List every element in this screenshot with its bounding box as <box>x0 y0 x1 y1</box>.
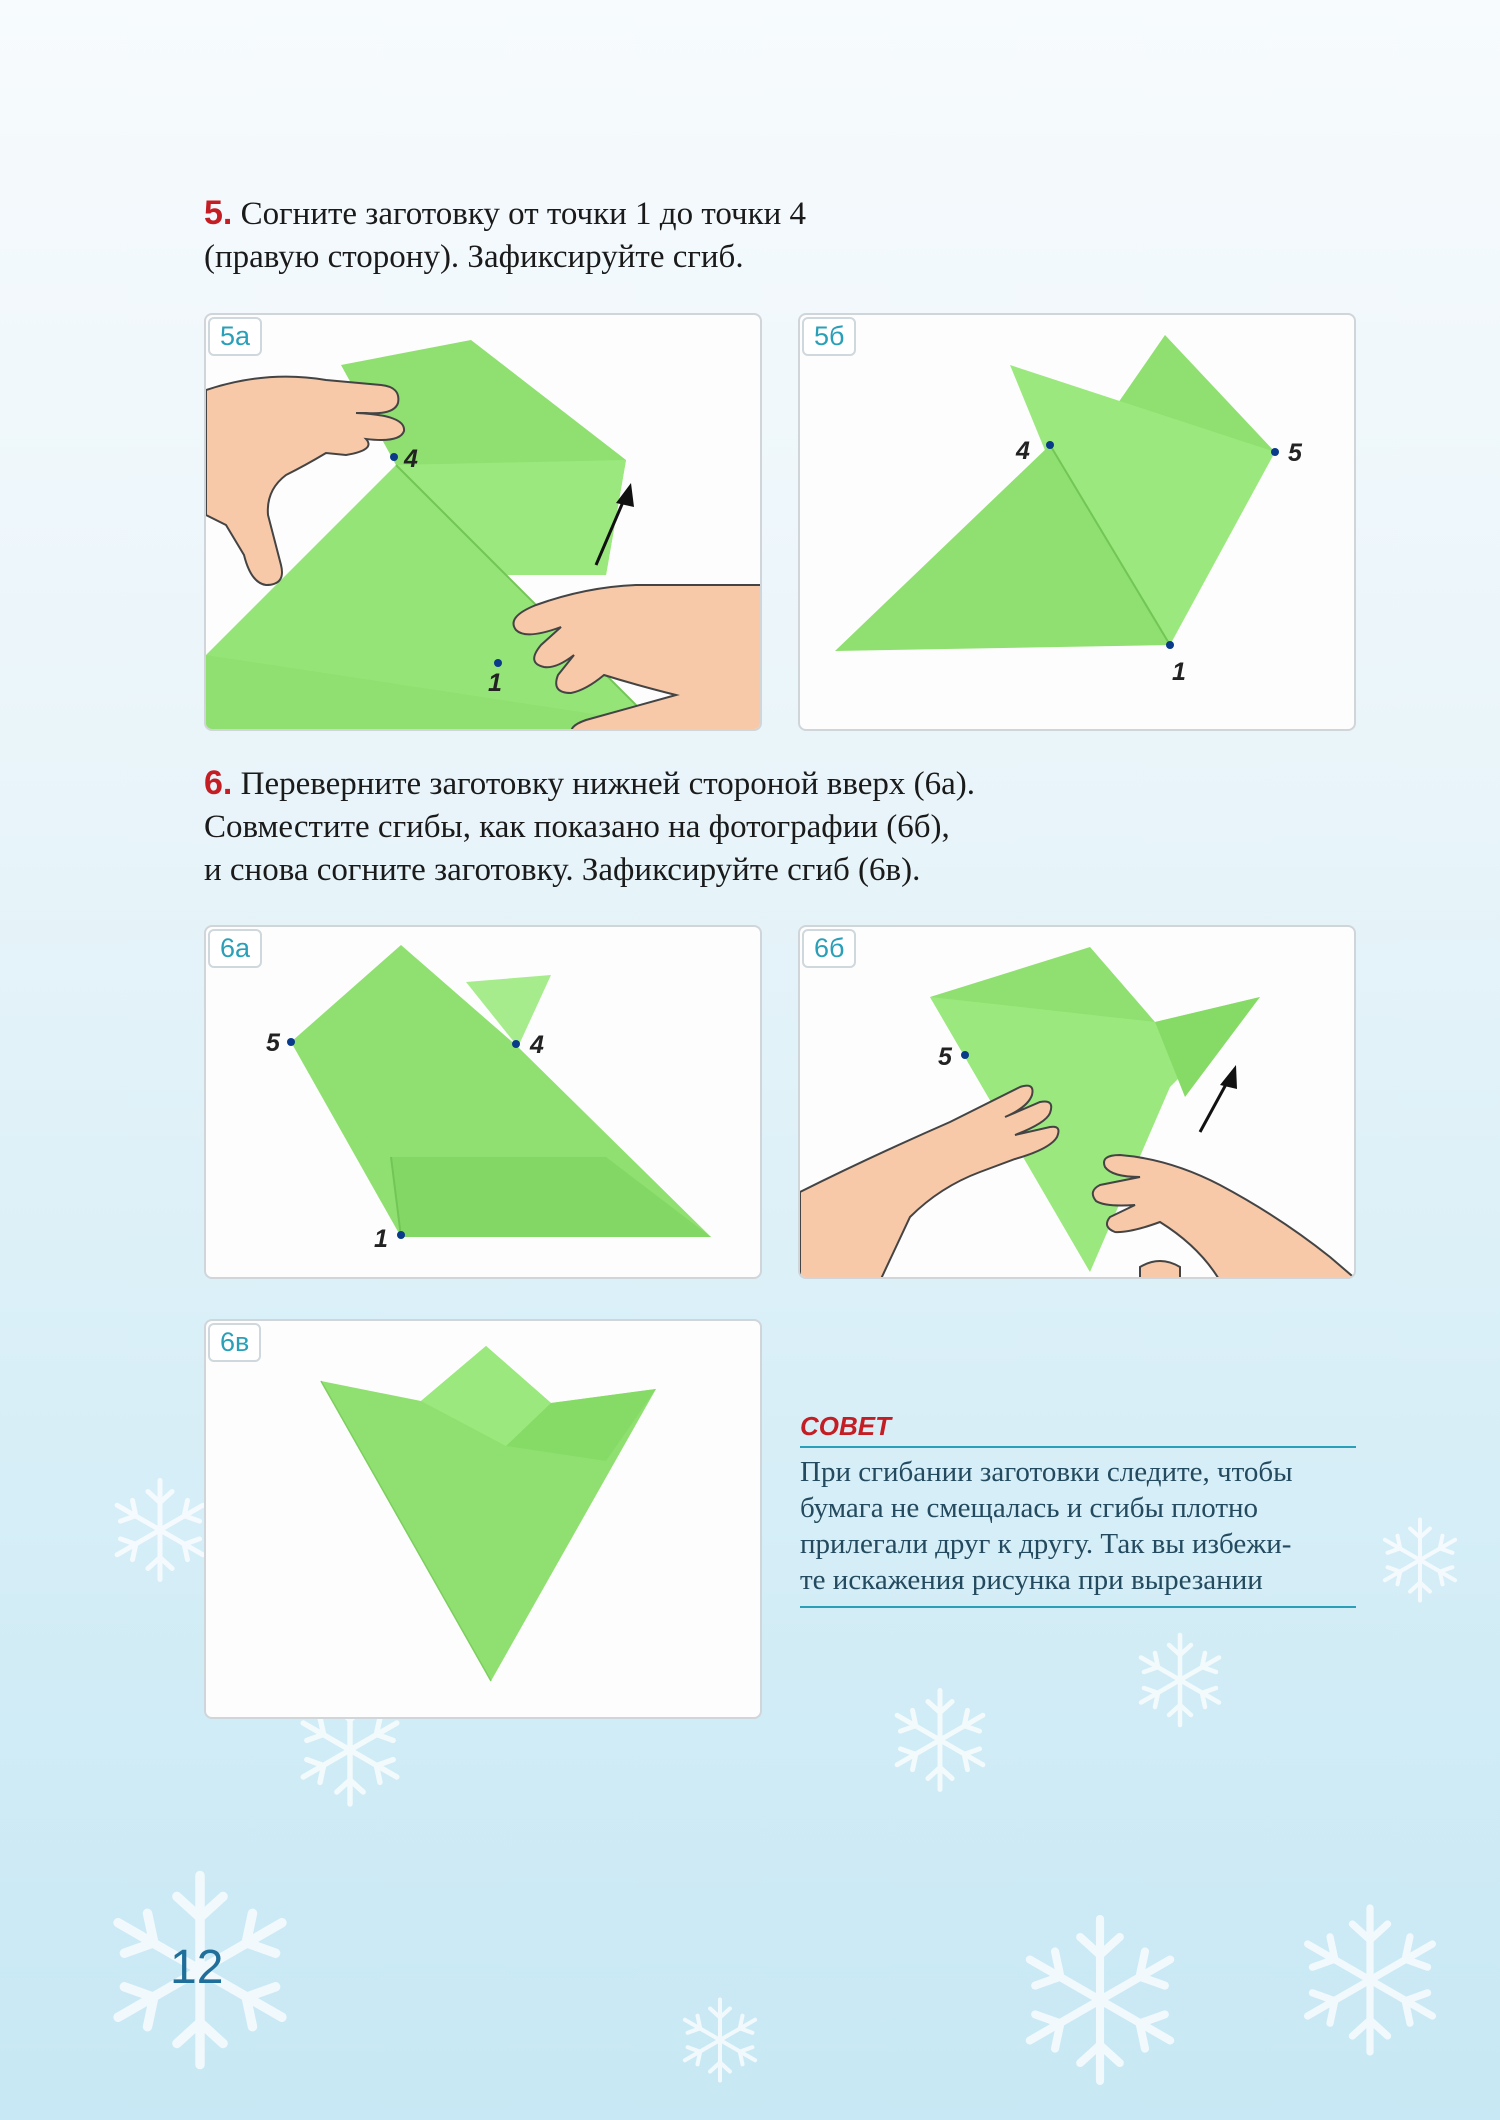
step-5-instructions <box>204 192 1354 279</box>
point-5-label: 5 <box>266 1029 280 1057</box>
photo-5a <box>204 313 762 731</box>
tip-box <box>800 1411 1356 1608</box>
point-5-marker <box>287 1038 295 1046</box>
step-6-line-3: и снова согните заготовку. Зафиксируйте сгиб (6в). <box>204 852 921 888</box>
step-5-number: 5. <box>204 194 233 232</box>
left-hand <box>800 1086 1058 1279</box>
photo-6a-label: 6а <box>208 929 262 968</box>
step-6-instructions <box>204 762 1354 892</box>
step-6-line-2: Совместите сгибы, как показано на фотографии (6б), <box>204 809 950 845</box>
photo-6b-label: 6б <box>802 929 856 968</box>
photo-6c-illustration <box>206 1321 762 1719</box>
point-5-marker <box>961 1051 969 1059</box>
right-hand <box>1093 1155 1356 1279</box>
arrow-up-right-icon <box>1220 1065 1237 1089</box>
point-4-marker <box>390 453 398 461</box>
point-4-marker <box>1046 441 1054 449</box>
photo-5b-label: 5б <box>802 317 856 356</box>
point-4-marker <box>512 1040 520 1048</box>
step-6-number: 6. <box>204 764 233 802</box>
point-5-marker <box>1271 448 1279 456</box>
point-5-label: 5 <box>1288 439 1302 467</box>
photo-6b <box>798 925 1356 1279</box>
photo-5b-illustration <box>800 315 1356 731</box>
step-6-line-1: Переверните заготовку нижней стороной вверх (6а). <box>240 766 976 802</box>
photo-6a-illustration <box>206 927 762 1279</box>
page-number: 12 <box>170 1941 224 1994</box>
tip-line-4: те искажения рисунка при вырезании <box>800 1564 1263 1596</box>
point-1-marker <box>397 1231 405 1239</box>
point-1-label: 1 <box>488 669 502 697</box>
point-4-label: 4 <box>530 1031 544 1059</box>
step-5-line-2: (правую сторону). Зафиксируйте сгиб. <box>204 239 744 275</box>
photo-6c <box>204 1319 762 1719</box>
step-5-line-1: Согните заготовку от точки 1 до точки 4 <box>240 196 807 232</box>
photo-6c-label: 6в <box>208 1323 261 1362</box>
point-1-label: 1 <box>1172 658 1186 686</box>
photo-5a-label: 5а <box>208 317 262 356</box>
point-1-marker <box>494 659 502 667</box>
tip-title: СОВЕТ <box>800 1411 1356 1448</box>
tip-line-1: При сгибании заготовки следите, чтобы <box>800 1456 1293 1488</box>
tip-body <box>800 1448 1356 1608</box>
point-1-label: 1 <box>374 1225 388 1253</box>
tip-line-3: прилегали друг к другу. Так вы избежи- <box>800 1528 1292 1560</box>
photo-6b-illustration <box>800 927 1356 1279</box>
point-4-label: 4 <box>1016 437 1030 465</box>
photo-6a <box>204 925 762 1279</box>
point-1-marker <box>1166 641 1174 649</box>
point-4-label: 4 <box>404 445 418 473</box>
photo-5a-illustration <box>206 315 762 731</box>
photo-5b <box>798 313 1356 731</box>
point-5-label: 5 <box>938 1043 952 1071</box>
tip-line-2: бумага не смещалась и сгибы плотно <box>800 1492 1259 1524</box>
